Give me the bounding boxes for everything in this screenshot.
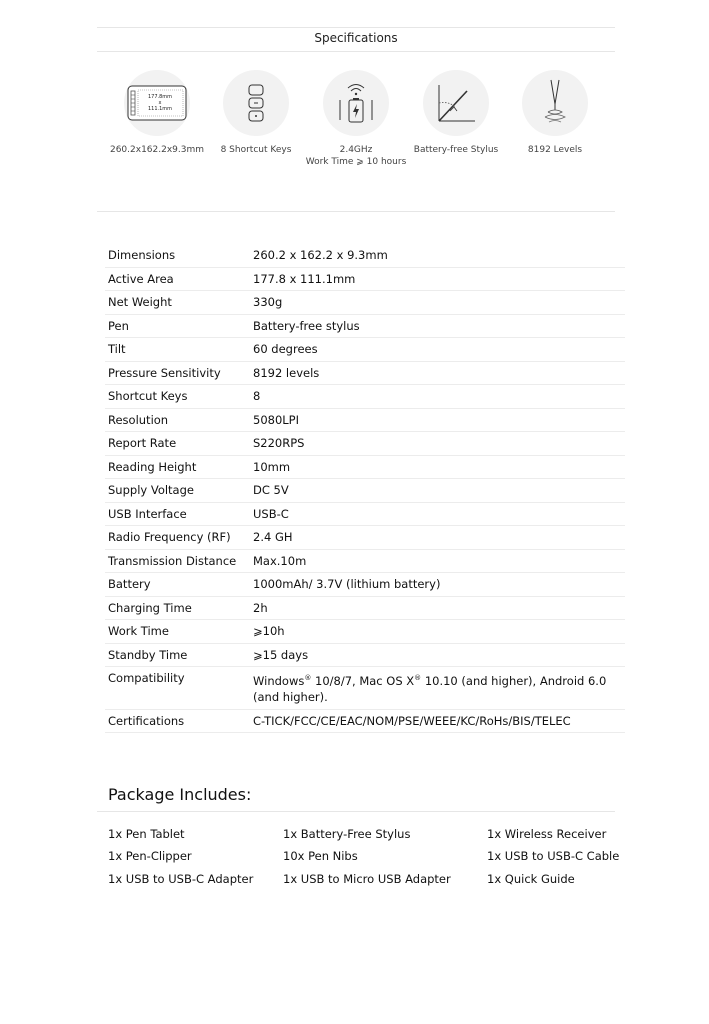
stylus-tilt-icon bbox=[433, 81, 479, 125]
spec-value bbox=[250, 667, 625, 710]
feature-circle bbox=[124, 70, 190, 136]
spec-row bbox=[105, 643, 625, 667]
package-item: 1x Quick Guide bbox=[487, 871, 575, 886]
shortcut-keys-icon bbox=[246, 83, 266, 123]
feature-circle bbox=[223, 70, 289, 136]
spec-value: ⩾10h bbox=[250, 620, 625, 644]
compat-part: Windows bbox=[253, 673, 305, 688]
package-item: 1x Wireless Receiver bbox=[487, 827, 607, 841]
spec-key: Pen bbox=[105, 314, 250, 338]
spec-key: Charging Time bbox=[105, 596, 250, 620]
spec-row bbox=[105, 432, 625, 456]
spec-key: Certifications bbox=[105, 709, 250, 733]
spec-row bbox=[105, 620, 625, 644]
feature-dimensions bbox=[102, 70, 212, 156]
package-item: 1x USB to Micro USB Adapter bbox=[283, 871, 451, 886]
feature-shortcut-keys bbox=[201, 70, 311, 156]
spec-key: Work Time bbox=[105, 620, 250, 644]
package-item: 1x USB to USB-C Cable bbox=[487, 849, 620, 864]
spec-value: 2.4 GH bbox=[250, 526, 625, 550]
spec-row bbox=[105, 291, 625, 315]
spec-row bbox=[105, 314, 625, 338]
spec-row bbox=[105, 709, 625, 733]
spec-value: Max.10m bbox=[250, 549, 625, 573]
spec-row bbox=[105, 244, 625, 267]
feature-circle bbox=[423, 70, 489, 136]
wireless-battery-icon bbox=[334, 80, 378, 126]
registered-mark: ® bbox=[414, 674, 422, 682]
spec-row bbox=[105, 408, 625, 432]
spec-row bbox=[105, 361, 625, 385]
feature-circle bbox=[323, 70, 389, 136]
feature-circle bbox=[522, 70, 588, 136]
feature-stylus bbox=[401, 70, 511, 156]
package-row bbox=[108, 849, 628, 871]
spec-key: Supply Voltage bbox=[105, 479, 250, 503]
package-title: Package Includes: bbox=[108, 785, 252, 804]
feature-label: 2.4GHz bbox=[339, 145, 373, 155]
package-row bbox=[108, 827, 628, 849]
spec-key: Compatibility bbox=[105, 667, 250, 710]
spec-value: S220RPS bbox=[250, 432, 625, 456]
spec-row bbox=[105, 526, 625, 550]
spec-value: DC 5V bbox=[250, 479, 625, 503]
compat-part: 10/8/7, Mac OS X bbox=[311, 673, 415, 688]
package-row bbox=[108, 872, 628, 894]
feature-wireless bbox=[301, 70, 411, 168]
spec-value: 5080LPI bbox=[250, 408, 625, 432]
spec-row bbox=[105, 573, 625, 597]
spec-key: Pressure Sensitivity bbox=[105, 361, 250, 385]
spec-row bbox=[105, 596, 625, 620]
tablet-height-label: 111.1mm bbox=[147, 106, 173, 112]
spec-value: USB-C bbox=[250, 502, 625, 526]
package-item: 1x Battery-Free Stylus bbox=[283, 827, 411, 841]
specifications-table bbox=[105, 244, 625, 733]
spec-row bbox=[105, 267, 625, 291]
spec-value: C-TICK/FCC/CE/EAC/NOM/PSE/WEEE/KC/RoHs/BIS/TELEC bbox=[250, 709, 625, 733]
package-item: 1x Pen-Clipper bbox=[108, 849, 192, 864]
feature-label: Battery-free Stylus bbox=[413, 145, 499, 155]
spec-key: USB Interface bbox=[105, 502, 250, 526]
pressure-pen-icon bbox=[540, 78, 570, 128]
spec-value: 330g bbox=[250, 291, 625, 315]
tablet-width-label: 177.8mm bbox=[147, 94, 173, 100]
tablet-icon bbox=[127, 85, 187, 121]
feature-label: 8 Shortcut Keys bbox=[220, 145, 292, 155]
spec-key: Transmission Distance bbox=[105, 549, 250, 573]
spec-key: Net Weight bbox=[105, 291, 250, 315]
spec-row bbox=[105, 502, 625, 526]
tablet-x-label: x bbox=[158, 100, 162, 106]
package-item: 10x Pen Nibs bbox=[283, 849, 358, 864]
spec-key: Active Area bbox=[105, 267, 250, 291]
spec-key: Shortcut Keys bbox=[105, 385, 250, 409]
feature-label-secondary: Work Time ⩾ 10 hours bbox=[305, 157, 407, 167]
package-list bbox=[108, 827, 628, 894]
feature-icons bbox=[97, 70, 615, 180]
registered-mark: ® bbox=[304, 674, 312, 682]
spec-row bbox=[105, 385, 625, 409]
spec-value: 8 bbox=[250, 385, 625, 409]
package-item: 1x USB to USB-C Adapter bbox=[108, 871, 254, 886]
spec-value: 2h bbox=[250, 596, 625, 620]
spec-key: Reading Height bbox=[105, 455, 250, 479]
compat-part: 10.10 (and higher), Android 6.0 (and higher). bbox=[253, 673, 607, 705]
spec-key: Dimensions bbox=[105, 244, 250, 267]
spec-row bbox=[105, 549, 625, 573]
spec-value: 260.2 x 162.2 x 9.3mm bbox=[250, 244, 625, 267]
spec-value: Battery-free stylus bbox=[250, 314, 625, 338]
package-item: 1x Pen Tablet bbox=[108, 827, 185, 841]
spec-value: ⩾15 days bbox=[250, 643, 625, 667]
spec-key: Standby Time bbox=[105, 643, 250, 667]
spec-row bbox=[105, 338, 625, 362]
spec-row bbox=[105, 455, 625, 479]
spec-key: Resolution bbox=[105, 408, 250, 432]
title-divider bbox=[97, 51, 615, 52]
spec-key: Tilt bbox=[105, 338, 250, 362]
spec-value: 8192 levels bbox=[250, 361, 625, 385]
top-divider bbox=[97, 27, 615, 28]
spec-key: Report Rate bbox=[105, 432, 250, 456]
spec-row bbox=[105, 667, 625, 710]
icons-divider bbox=[97, 211, 615, 212]
spec-value: 60 degrees bbox=[250, 338, 625, 362]
spec-value: 177.8 x 111.1mm bbox=[250, 267, 625, 291]
spec-key: Battery bbox=[105, 573, 250, 597]
feature-label: 8192 Levels bbox=[527, 145, 583, 155]
spec-key: Radio Frequency (RF) bbox=[105, 526, 250, 550]
spec-row bbox=[105, 479, 625, 503]
specifications-title: Specifications bbox=[314, 31, 398, 45]
feature-label: 260.2x162.2x9.3mm bbox=[109, 145, 205, 155]
spec-value: 10mm bbox=[250, 455, 625, 479]
feature-pressure bbox=[500, 70, 610, 156]
package-divider bbox=[97, 811, 615, 812]
spec-value: 1000mAh/ 3.7V (lithium battery) bbox=[250, 573, 625, 597]
